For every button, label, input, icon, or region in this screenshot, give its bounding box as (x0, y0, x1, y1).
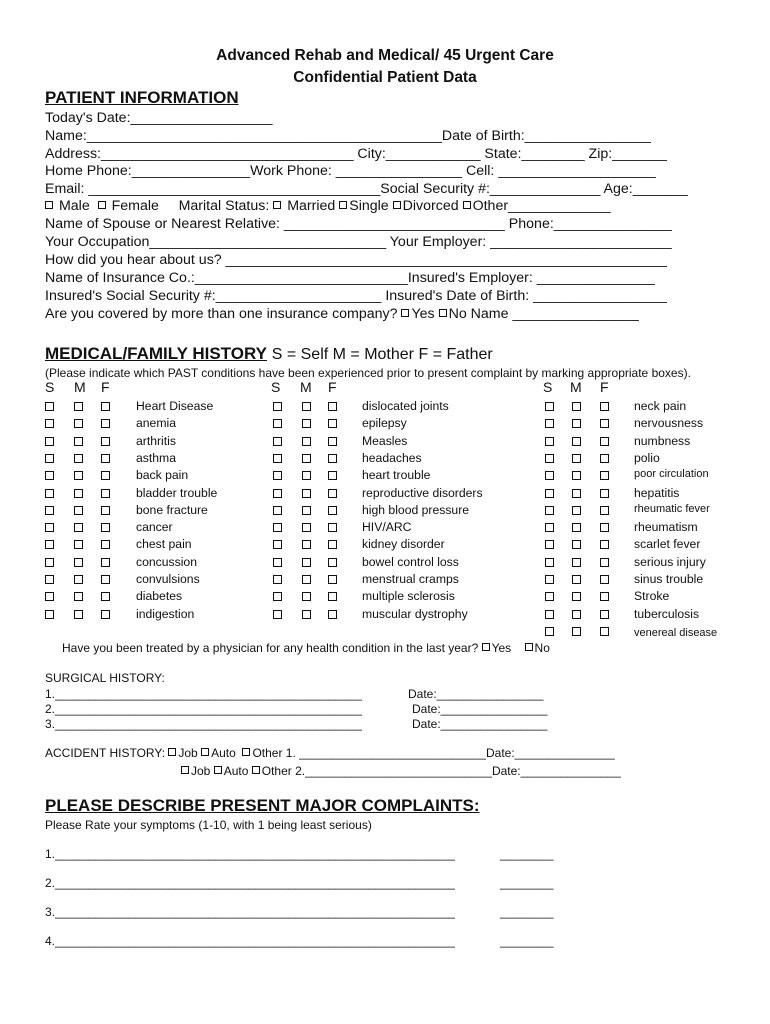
condition-checkbox[interactable] (600, 471, 609, 480)
condition-checkbox[interactable] (74, 489, 83, 498)
condition-checkbox[interactable] (273, 558, 282, 567)
condition-checkbox[interactable] (328, 471, 337, 480)
column-header-2-1: S (271, 379, 281, 395)
condition-checkbox[interactable] (302, 402, 311, 411)
medical-history-header (45, 344, 493, 364)
accident-other-checkbox-1[interactable] (242, 748, 250, 756)
condition-label: muscular dystrophy (362, 606, 468, 621)
condition-checkbox[interactable] (74, 523, 83, 532)
condition-label: headaches (362, 450, 422, 465)
surgical-history-heading: SURGICAL HISTORY: (45, 671, 165, 685)
condition-checkbox[interactable] (545, 575, 554, 584)
condition-checkbox[interactable] (600, 506, 609, 515)
patient-info-field-5[interactable]: Email: _____________________________________Social Security #:______________ Age:_______ (45, 181, 688, 197)
male-label: Male (58, 198, 90, 214)
patient-info-field-10[interactable]: Insured's Social Security #:_____________________ Insured's Date of Birth: _________________ (45, 288, 668, 304)
patient-info-field-2[interactable]: Name:_____________________________________________Date of Birth:________________ (45, 128, 651, 144)
patient-info-field-4[interactable]: Home Phone:_______________Work Phone: ________________ Cell: ____________________ (45, 163, 657, 179)
condition-label: chest pain (136, 537, 192, 552)
condition-checkbox[interactable] (101, 454, 110, 463)
form-subtitle: Confidential Patient Data (293, 69, 477, 86)
condition-checkbox[interactable] (74, 540, 83, 549)
surgery-date-2[interactable]: Date:________________ (412, 702, 548, 716)
condition-checkbox[interactable] (600, 454, 609, 463)
condition-checkbox[interactable] (545, 558, 554, 567)
condition-checkbox[interactable] (45, 419, 54, 428)
surgery-date-1[interactable]: Date:________________ (408, 687, 544, 701)
treated-question: Have you been treated by a physician for any health condition in the last year? (62, 641, 479, 655)
condition-checkbox[interactable] (600, 489, 609, 498)
condition-checkbox[interactable] (273, 592, 282, 601)
medical-instruction: (Please indicate which PAST conditions have been experienced prior to present complaint by marking appropriate boxes). (45, 366, 691, 380)
condition-label: menstrual cramps (362, 572, 459, 586)
condition-checkbox[interactable] (74, 610, 83, 619)
complaint-rating-4[interactable]: ________ (500, 934, 554, 948)
condition-checkbox[interactable] (45, 610, 54, 619)
condition-checkbox[interactable] (45, 558, 54, 567)
divorced-label: Divorced (402, 198, 459, 214)
accident-line-2 (181, 764, 621, 778)
condition-checkbox[interactable] (328, 506, 337, 515)
treated-yes-label: Yes (491, 641, 512, 655)
condition-checkbox[interactable] (273, 506, 282, 515)
condition-label: convulsions (136, 572, 200, 586)
condition-checkbox[interactable] (302, 575, 311, 584)
condition-label: anemia (136, 416, 176, 431)
accident-line-1 (45, 746, 615, 760)
condition-label: dislocated joints (362, 399, 449, 413)
condition-checkbox[interactable] (572, 437, 581, 446)
accident-auto-label: Auto (211, 746, 236, 760)
coverage-no-name-field[interactable]: No Name ________________ (448, 306, 639, 322)
other-marital-field[interactable]: Other_____________ (472, 198, 611, 214)
condition-checkbox[interactable] (545, 627, 554, 636)
condition-checkbox[interactable] (328, 610, 337, 619)
condition-checkbox[interactable] (302, 540, 311, 549)
condition-label: scarlet fever (634, 537, 701, 552)
condition-checkbox[interactable] (572, 627, 581, 636)
coverage-no-checkbox[interactable] (439, 309, 447, 317)
patient-info-field-6[interactable]: Name of Spouse or Nearest Relative: ____________________________ Phone:_______________ (45, 216, 673, 232)
condition-checkbox[interactable] (273, 471, 282, 480)
condition-checkbox[interactable] (273, 489, 282, 498)
divorced-checkbox[interactable] (393, 201, 401, 209)
condition-checkbox[interactable] (273, 454, 282, 463)
female-label: Female (111, 198, 159, 214)
condition-checkbox[interactable] (74, 419, 83, 428)
treated-line (62, 641, 550, 655)
condition-checkbox[interactable] (545, 592, 554, 601)
condition-checkbox[interactable] (328, 402, 337, 411)
accident-auto-checkbox-1[interactable] (201, 748, 209, 756)
condition-checkbox[interactable] (45, 437, 54, 446)
condition-label: sinus trouble (634, 572, 704, 586)
condition-label: multiple sclerosis (362, 589, 455, 604)
surgery-line-2[interactable]: 2.______________________________________________ (45, 702, 363, 716)
condition-checkbox[interactable] (45, 454, 54, 463)
condition-checkbox[interactable] (273, 610, 282, 619)
condition-checkbox[interactable] (328, 454, 337, 463)
condition-checkbox[interactable] (302, 419, 311, 428)
condition-checkbox[interactable] (302, 506, 311, 515)
condition-checkbox[interactable] (302, 489, 311, 498)
condition-checkbox[interactable] (74, 402, 83, 411)
condition-checkbox[interactable] (302, 437, 311, 446)
accident-job-checkbox-2[interactable] (181, 766, 189, 774)
condition-checkbox[interactable] (545, 506, 554, 515)
condition-checkbox[interactable] (572, 558, 581, 567)
complaint-line-3[interactable]: 3.____________________________________________________________ (45, 905, 456, 919)
treated-no-checkbox[interactable] (525, 643, 533, 651)
column-header-2-3: F (328, 379, 337, 395)
condition-label: rheumatic fever (634, 502, 710, 515)
condition-checkbox[interactable] (101, 437, 110, 446)
condition-checkbox[interactable] (273, 540, 282, 549)
condition-checkbox[interactable] (101, 610, 110, 619)
condition-label: epilepsy (362, 416, 407, 431)
condition-label: kidney disorder (362, 537, 445, 552)
condition-checkbox[interactable] (45, 402, 54, 411)
condition-checkbox[interactable] (328, 437, 337, 446)
condition-checkbox[interactable] (572, 506, 581, 515)
single-label: Single (349, 198, 389, 214)
condition-label: nervousness (634, 416, 704, 431)
condition-checkbox[interactable] (273, 419, 282, 428)
condition-checkbox[interactable] (545, 437, 554, 446)
condition-checkbox[interactable] (572, 540, 581, 549)
condition-checkbox[interactable] (328, 540, 337, 549)
condition-checkbox[interactable] (572, 523, 581, 532)
condition-checkbox[interactable] (45, 575, 54, 584)
condition-checkbox[interactable] (572, 419, 581, 428)
family-legend: S = Self M = Mother F = Father (271, 346, 493, 363)
condition-label: heart trouble (362, 468, 431, 483)
condition-checkbox[interactable] (600, 575, 609, 584)
coverage-question: Are you covered by more than one insurance company? (45, 306, 398, 322)
condition-label: venereal disease (634, 626, 718, 639)
condition-checkbox[interactable] (302, 610, 311, 619)
condition-checkbox[interactable] (302, 454, 311, 463)
condition-checkbox[interactable] (74, 592, 83, 601)
condition-label: HIV/ARC (362, 520, 412, 535)
complaint-line-1[interactable]: 1.____________________________________________________________ (45, 847, 456, 861)
surgery-date-3[interactable]: Date:________________ (412, 717, 548, 731)
marital-status-label: Marital Status: (178, 198, 270, 214)
condition-checkbox[interactable] (600, 419, 609, 428)
patient-info-field-1[interactable]: Today's Date:__________________ (45, 110, 273, 126)
condition-checkbox[interactable] (545, 471, 554, 480)
condition-checkbox[interactable] (328, 575, 337, 584)
surgery-line-3[interactable]: 3.______________________________________________ (45, 717, 363, 731)
patient-info-field-9[interactable]: Name of Insurance Co.:___________________________Insured's Employer: _______________ (45, 270, 656, 286)
coverage-line (45, 306, 639, 322)
complaints-heading: PLEASE DESCRIBE PRESENT MAJOR COMPLAINTS: (45, 796, 480, 815)
column-header-3-3: F (600, 379, 609, 395)
condition-label: cancer (136, 520, 173, 535)
accident-job-checkbox-1[interactable] (168, 748, 176, 756)
condition-checkbox[interactable] (74, 471, 83, 480)
accident-other2-field[interactable]: Other 2.____________________________Date:_______________ (261, 764, 621, 778)
column-header-1-2: M (74, 379, 86, 395)
condition-checkbox[interactable] (101, 402, 110, 411)
accident-other1-field[interactable]: Other 1. ____________________________Date:_______________ (252, 746, 615, 760)
condition-checkbox[interactable] (600, 402, 609, 411)
condition-checkbox[interactable] (572, 592, 581, 601)
accident-auto-label: Auto (223, 764, 249, 778)
condition-checkbox[interactable] (572, 489, 581, 498)
patient-info-heading: PATIENT INFORMATION (45, 88, 239, 107)
condition-checkbox[interactable] (572, 454, 581, 463)
condition-checkbox[interactable] (302, 592, 311, 601)
condition-checkbox[interactable] (545, 610, 554, 619)
condition-checkbox[interactable] (45, 489, 54, 498)
complaint-line-4[interactable]: 4.____________________________________________________________ (45, 934, 456, 948)
condition-label: indigestion (136, 606, 195, 621)
surgery-line-1[interactable]: 1.______________________________________________ (45, 687, 363, 701)
condition-checkbox[interactable] (101, 489, 110, 498)
condition-label: neck pain (634, 399, 687, 413)
condition-checkbox[interactable] (600, 610, 609, 619)
coverage-yes-label: Yes (411, 306, 435, 322)
patient-info-field-7[interactable]: Your Occupation______________________________ Your Employer: _______________________ (45, 234, 672, 250)
accident-auto-checkbox-2[interactable] (214, 766, 222, 774)
married-checkbox[interactable] (273, 201, 281, 209)
complaints-subheading: Please Rate your symptoms (1-10, with 1 being least serious) (45, 818, 372, 832)
condition-checkbox[interactable] (302, 523, 311, 532)
sex-marital-line (45, 198, 611, 214)
condition-checkbox[interactable] (545, 419, 554, 428)
condition-checkbox[interactable] (572, 402, 581, 411)
male-checkbox[interactable] (45, 201, 53, 209)
condition-label: hepatitis (634, 485, 680, 500)
condition-checkbox[interactable] (101, 419, 110, 428)
complaint-line-2[interactable]: 2.____________________________________________________________ (45, 876, 456, 890)
accident-job-label: Job (178, 746, 198, 760)
complaint-rating-2[interactable]: ________ (500, 876, 554, 890)
condition-checkbox[interactable] (328, 419, 337, 428)
condition-checkbox[interactable] (600, 627, 609, 636)
condition-label: bone fracture (136, 502, 208, 517)
condition-checkbox[interactable] (74, 558, 83, 567)
condition-label: reproductive disorders (362, 485, 483, 500)
patient-info-field-8[interactable]: How did you hear about us? ________________________________________________________ (45, 252, 668, 268)
complaint-rating-3[interactable]: ________ (500, 905, 554, 919)
condition-checkbox[interactable] (600, 523, 609, 532)
condition-checkbox[interactable] (101, 471, 110, 480)
condition-checkbox[interactable] (600, 592, 609, 601)
condition-checkbox[interactable] (545, 454, 554, 463)
condition-label: asthma (136, 450, 176, 465)
condition-checkbox[interactable] (45, 506, 54, 515)
column-header-3-2: M (570, 379, 582, 395)
female-checkbox[interactable] (98, 201, 106, 209)
column-header-1-3: F (101, 379, 110, 395)
condition-checkbox[interactable] (45, 523, 54, 532)
condition-label: poor circulation (634, 468, 709, 481)
condition-checkbox[interactable] (572, 575, 581, 584)
condition-checkbox[interactable] (600, 540, 609, 549)
condition-label: polio (634, 450, 660, 465)
condition-label: tuberculosis (634, 606, 700, 621)
condition-checkbox[interactable] (74, 437, 83, 446)
condition-label: numbness (634, 433, 691, 448)
condition-checkbox[interactable] (45, 540, 54, 549)
condition-checkbox[interactable] (273, 437, 282, 446)
condition-checkbox[interactable] (328, 558, 337, 567)
condition-label: back pain (136, 468, 189, 483)
condition-checkbox[interactable] (101, 506, 110, 515)
condition-checkbox[interactable] (74, 506, 83, 515)
condition-checkbox[interactable] (328, 523, 337, 532)
condition-checkbox[interactable] (45, 471, 54, 480)
medical-history-heading: MEDICAL/FAMILY HISTORY (45, 344, 267, 363)
condition-checkbox[interactable] (101, 558, 110, 567)
condition-checkbox[interactable] (328, 489, 337, 498)
condition-checkbox[interactable] (545, 489, 554, 498)
condition-checkbox[interactable] (328, 592, 337, 601)
treated-no-label: No (534, 641, 550, 655)
column-header-1-1: S (45, 379, 55, 395)
condition-checkbox[interactable] (600, 437, 609, 446)
condition-checkbox[interactable] (572, 610, 581, 619)
condition-checkbox[interactable] (74, 454, 83, 463)
single-checkbox[interactable] (339, 201, 347, 209)
column-header-3-1: S (543, 379, 553, 395)
form-title: Advanced Rehab and Medical/ 45 Urgent Care (216, 47, 554, 64)
condition-checkbox[interactable] (101, 540, 110, 549)
condition-label: diabetes (136, 589, 183, 604)
column-header-2-2: M (300, 379, 312, 395)
condition-label: bladder trouble (136, 485, 218, 500)
condition-checkbox[interactable] (101, 592, 110, 601)
complaint-rating-1[interactable]: ________ (500, 847, 554, 861)
condition-label: bowel control loss (362, 554, 459, 569)
accident-job-label: Job (191, 764, 211, 778)
coverage-yes-checkbox[interactable] (401, 309, 409, 317)
condition-label: concussion (136, 554, 197, 569)
condition-label: Stroke (634, 589, 670, 604)
condition-checkbox[interactable] (45, 592, 54, 601)
condition-checkbox[interactable] (101, 523, 110, 532)
condition-checkbox[interactable] (572, 471, 581, 480)
condition-checkbox[interactable] (600, 558, 609, 567)
condition-checkbox[interactable] (74, 575, 83, 584)
condition-label: high blood pressure (362, 502, 470, 517)
patient-info-field-3[interactable]: Address:________________________________ City:____________ State:________ Zip:_______ (45, 146, 668, 162)
married-label: Married (287, 198, 336, 214)
condition-checkbox[interactable] (273, 402, 282, 411)
other-marital-checkbox[interactable] (463, 201, 471, 209)
condition-label: Heart Disease (136, 399, 214, 413)
condition-label: rheumatism (634, 520, 698, 535)
condition-checkbox[interactable] (302, 471, 311, 480)
condition-checkbox[interactable] (545, 402, 554, 411)
treated-yes-checkbox[interactable] (482, 643, 490, 651)
condition-checkbox[interactable] (273, 523, 282, 532)
condition-checkbox[interactable] (273, 575, 282, 584)
condition-label: serious injury (634, 554, 706, 569)
condition-checkbox[interactable] (545, 523, 554, 532)
condition-checkbox[interactable] (101, 575, 110, 584)
condition-label: Measles (362, 433, 408, 448)
condition-checkbox[interactable] (302, 558, 311, 567)
condition-label: arthritis (136, 433, 176, 448)
accident-other-checkbox-2[interactable] (252, 766, 260, 774)
accident-history-label: ACCIDENT HISTORY: (45, 746, 166, 760)
condition-checkbox[interactable] (545, 540, 554, 549)
